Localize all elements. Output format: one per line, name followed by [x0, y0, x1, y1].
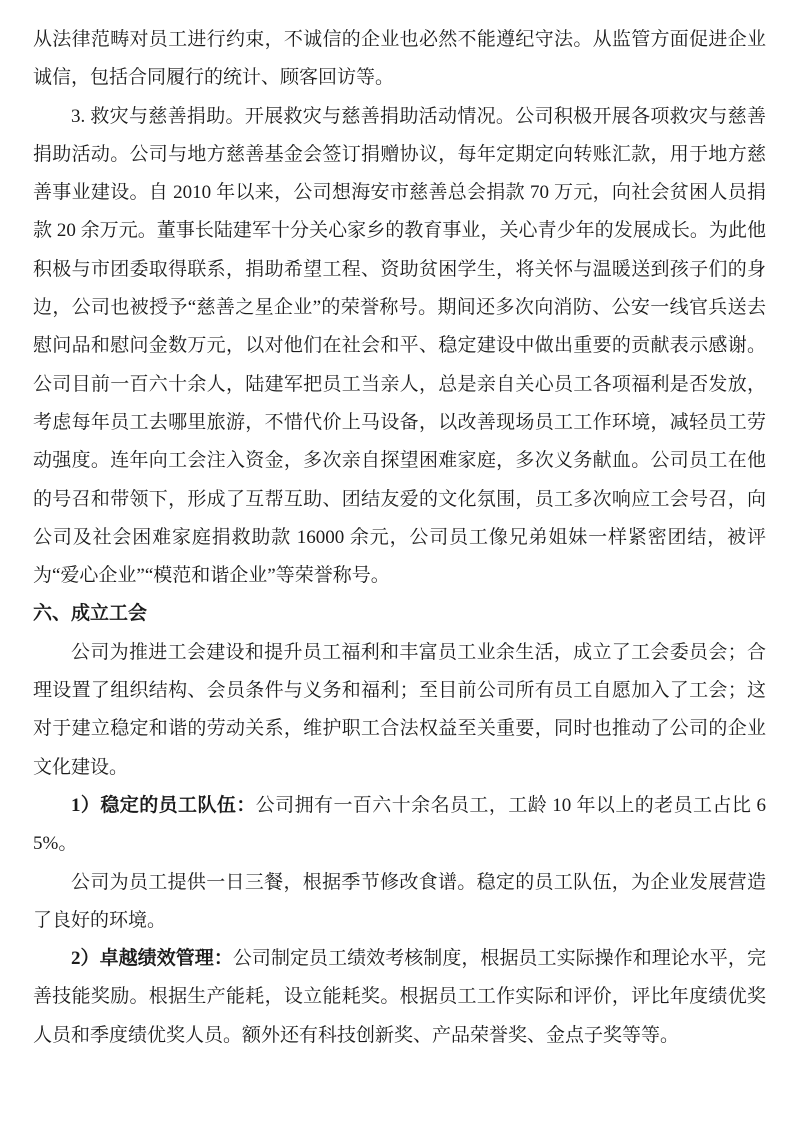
paragraph — [33, 940, 766, 1055]
section-heading: 六、成立工会 — [33, 603, 148, 625]
paragraph-lead: 1）稳定的员工队伍： — [71, 794, 256, 816]
paragraph: 3. 救灾与慈善捐助。开展救灾与慈善捐助活动情况。公司积极开展各项救灾与慈善捐助活动。公司与地方慈善基金会签订捐赠协议，每年定期定向转账汇款，用于地方慈善事业建设。自 2010 年以来，公司想海安市慈善总会捐款 70 万元，向社会贫困人员捐款 20 余万元。董事长陆建军十分关心家乡的教育事业，关心青少年的发展成长。为此他积极与市团委取得联系，捐助希望工程、资助贫困学生，将关怀与温暖送到孩子们的身边，公司也被授予“慈善之星企业”的荣誉称号。期间还多次向消防、公安一线官兵送去慰问品和慰问金数万元，以对他们在社会和平、稳定建设中做出重要的贡献表示感谢。公司目前一百六十余人，陆建军把员工当亲人，总是亲自关心员工各项福利是否发放，考虑每年员工去哪里旅游，不惜代价上马设备，以改善现场员工工作环境，减轻员工劳动强度。连年向工会注入资金，多次亲自探望困难家庭，多次义务献血。公司员工在他的号召和带领下，形成了互帮互助、团结友爱的文化氛围，员工多次响应工会号召，向公司及社会困难家庭捐救助款 16000 余元，公司员工像兄弟姐妹一样紧密团结，被评为“爱心企业”“模范和谐企业”等荣誉称号。 — [33, 105, 766, 587]
paragraph: 从法律范畴对员工进行约束，不诚信的企业也必然不能遵纪守法。从监管方面促进企业诚信，包括合同履行的统计、顾客回访等。 — [33, 29, 766, 89]
paragraph: 公司为推进工会建设和提升员工福利和丰富员工业余生活，成立了工会委员会；合理设置了组织结构、会员条件与义务和福利；至目前公司所有员工自愿加入了工会；这对于建立稳定和谐的劳动关系，维护职工合法权益至关重要，同时也推动了公司的企业文化建设。 — [33, 641, 766, 778]
paragraph: 公司为员工提供一日三餐，根据季节修改食谱。稳定的员工队伍，为企业发展营造了良好的环境。 — [33, 871, 766, 931]
paragraph-text: 公司制定员工绩效考核制度，根据员工实际操作和理论水平，完善技能奖励。根据生产能耗，设立能耗奖。根据员工工作实际和评价，评比年度绩优奖人员和季度绩优奖人员。额外还有科技创新奖、产品荣誉奖、金点子奖等等。 — [33, 948, 766, 1046]
paragraph-text: 公司拥有一百六十余名员工，工龄 10 年以上的老员工占比 65%。 — [33, 794, 766, 855]
paragraph-lead: 2）卓越绩效管理： — [71, 948, 233, 970]
paragraph — [33, 787, 766, 864]
